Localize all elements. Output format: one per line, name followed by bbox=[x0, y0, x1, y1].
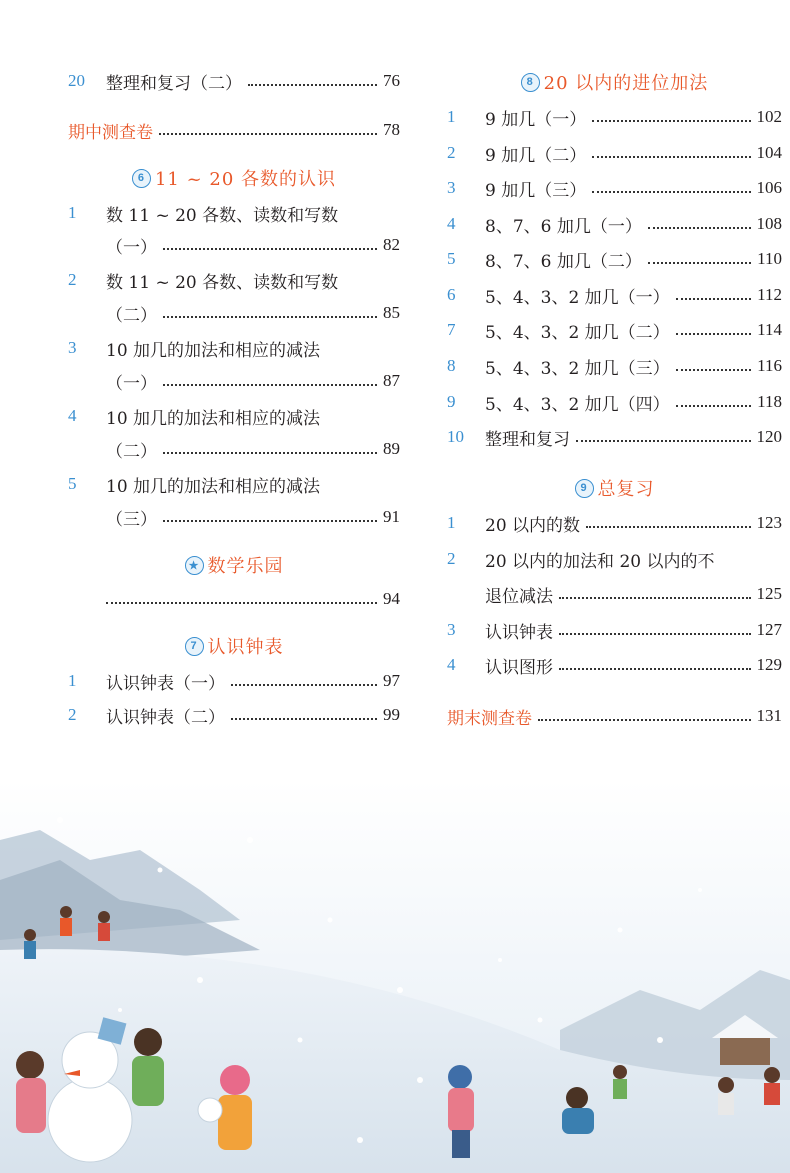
entry-title: 认识钟表（一） bbox=[106, 673, 225, 694]
entry-number: 3 bbox=[68, 338, 77, 357]
leader-dots bbox=[248, 84, 377, 86]
entry-page: 118 bbox=[757, 392, 782, 411]
leader-dots bbox=[163, 452, 377, 454]
section-heading-6 bbox=[68, 164, 400, 192]
leader-dots bbox=[676, 405, 751, 407]
toc-entry-continued[interactable] bbox=[68, 232, 400, 258]
toc-entry-continued[interactable] bbox=[68, 300, 400, 326]
toc-entry[interactable] bbox=[447, 140, 782, 166]
toc-entry[interactable] bbox=[447, 175, 782, 201]
entry-number: 8 bbox=[447, 356, 456, 375]
entry-title-cont: （二） bbox=[106, 305, 157, 326]
snowman-body bbox=[48, 1078, 132, 1162]
entry-page: 110 bbox=[757, 249, 782, 268]
toc-entry[interactable] bbox=[447, 510, 782, 536]
entry-page: 129 bbox=[756, 655, 782, 674]
unit-badge-icon: 6 bbox=[132, 169, 151, 188]
section-title: 数学乐园 bbox=[207, 556, 284, 577]
entry-title: 10 加几的加法和相应的减法 bbox=[106, 340, 321, 361]
toc-entry[interactable] bbox=[447, 317, 782, 343]
leader-dots bbox=[159, 133, 377, 135]
entry-title-cont: （三） bbox=[106, 509, 157, 530]
toc-entry[interactable] bbox=[68, 668, 400, 694]
entry-page: 131 bbox=[756, 706, 782, 725]
entry-number: 2 bbox=[447, 143, 456, 162]
entry-page: 94 bbox=[383, 589, 400, 608]
leader-dots bbox=[559, 633, 751, 635]
entry-title: 整理和复习 bbox=[485, 429, 570, 450]
entry-number: 5 bbox=[68, 474, 77, 493]
entry-page: 99 bbox=[383, 705, 400, 724]
entry-page: 76 bbox=[383, 71, 400, 90]
toc-entry[interactable] bbox=[447, 424, 782, 450]
entry-title: 10 加几的加法和相应的减法 bbox=[106, 408, 321, 429]
entry-title: 10 加几的加法和相应的减法 bbox=[106, 476, 321, 497]
leader-dots bbox=[163, 316, 377, 318]
toc-entry[interactable] bbox=[447, 353, 782, 379]
entry-number: 1 bbox=[447, 107, 456, 126]
entry-number: 7 bbox=[447, 320, 456, 339]
entry-page: 112 bbox=[757, 285, 782, 304]
entry-page: 89 bbox=[383, 439, 400, 458]
entry-number: 4 bbox=[447, 214, 456, 233]
leader-dots bbox=[231, 718, 377, 720]
toc-entry[interactable] bbox=[447, 652, 782, 678]
entry-page: 116 bbox=[757, 356, 782, 375]
entry-number: 4 bbox=[68, 406, 77, 425]
entry-number: 1 bbox=[447, 513, 456, 532]
entry-number: 20 bbox=[68, 71, 85, 90]
entry-page: 125 bbox=[756, 584, 782, 603]
unit-badge-icon: 9 bbox=[575, 479, 594, 498]
section-title: 11 ~ 20 各数的认识 bbox=[154, 169, 337, 190]
leader-dots bbox=[559, 597, 751, 599]
leader-dots bbox=[586, 526, 750, 528]
toc-entry[interactable] bbox=[68, 267, 400, 293]
toc-entry[interactable] bbox=[447, 617, 782, 643]
toc-entry[interactable] bbox=[447, 546, 782, 572]
leader-dots bbox=[592, 191, 750, 193]
entry-page: 91 bbox=[383, 507, 400, 526]
entry-page: 114 bbox=[757, 320, 782, 339]
leader-dots bbox=[648, 262, 751, 264]
entry-number: 9 bbox=[447, 392, 456, 411]
toc-entry[interactable] bbox=[447, 282, 782, 308]
leader-dots bbox=[676, 333, 751, 335]
child-green-coat bbox=[132, 1028, 164, 1106]
entry-title: 数 11 ~ 20 各数、读数和写数 bbox=[106, 205, 339, 226]
entry-title: 5、4、3、2 加几（四） bbox=[485, 394, 670, 415]
unit-badge-icon: 7 bbox=[185, 637, 204, 656]
leader-dots bbox=[231, 684, 377, 686]
toc-entry[interactable] bbox=[447, 104, 782, 130]
toc-entry[interactable] bbox=[68, 586, 400, 612]
toc-entry-continued[interactable] bbox=[447, 581, 782, 607]
toc-entry[interactable] bbox=[68, 335, 400, 361]
entry-page: 123 bbox=[756, 513, 782, 532]
entry-title: 整理和复习（二） bbox=[106, 73, 242, 94]
entry-title: 认识钟表（二） bbox=[106, 707, 225, 728]
entry-number: 2 bbox=[68, 270, 77, 289]
entry-page: 87 bbox=[383, 371, 400, 390]
leader-dots bbox=[648, 227, 751, 229]
entry-number: 3 bbox=[447, 178, 456, 197]
entry-title: 8、7、6 加几（一） bbox=[485, 216, 642, 237]
section-heading-7 bbox=[68, 632, 400, 660]
unit-badge-icon: 8 bbox=[521, 73, 540, 92]
entry-page: 106 bbox=[756, 178, 782, 197]
entry-title-cont: （一） bbox=[106, 373, 157, 394]
leader-dots bbox=[163, 384, 377, 386]
toc-entry-continued[interactable] bbox=[68, 368, 400, 394]
leader-dots bbox=[676, 369, 751, 371]
section-title: 20 以内的进位加法 bbox=[543, 73, 709, 94]
entry-number: 4 bbox=[447, 655, 456, 674]
leader-dots bbox=[106, 602, 377, 604]
entry-page: 104 bbox=[756, 143, 782, 162]
entry-title: 8、7、6 加几（二） bbox=[485, 251, 642, 272]
leader-dots bbox=[163, 248, 377, 250]
entry-title: 9 加几（三） bbox=[485, 180, 587, 201]
toc-entry-continued[interactable] bbox=[68, 504, 400, 530]
entry-number: 2 bbox=[68, 705, 77, 724]
entry-title: 数 11 ~ 20 各数、读数和写数 bbox=[106, 272, 339, 293]
entry-title: 5、4、3、2 加几（三） bbox=[485, 358, 670, 379]
child-red-coat bbox=[16, 1051, 46, 1133]
toc-entry-midterm[interactable] bbox=[68, 117, 400, 143]
entry-title-cont: （一） bbox=[106, 237, 157, 258]
entry-title: 20 以内的加法和 20 以内的不 bbox=[485, 551, 715, 572]
leader-dots bbox=[576, 440, 751, 442]
entry-number: 6 bbox=[447, 285, 456, 304]
toc-entry[interactable] bbox=[447, 246, 782, 272]
entry-title: 9 加几（一） bbox=[485, 109, 587, 130]
toc-entry-final[interactable] bbox=[447, 703, 782, 729]
leader-dots bbox=[163, 520, 377, 522]
section-heading-star bbox=[68, 551, 400, 579]
entry-page: 102 bbox=[756, 107, 782, 126]
entry-title-cont: （二） bbox=[106, 441, 157, 462]
entry-title: 20 以内的数 bbox=[485, 515, 581, 536]
entry-page: 120 bbox=[756, 427, 782, 446]
entry-page: 97 bbox=[383, 671, 400, 690]
entry-title: 认识钟表 bbox=[485, 622, 553, 643]
entry-title: 5、4、3、2 加几（二） bbox=[485, 322, 670, 343]
entry-page: 108 bbox=[756, 214, 782, 233]
entry-page: 85 bbox=[383, 303, 400, 322]
entry-number: 1 bbox=[68, 203, 77, 222]
entry-page: 82 bbox=[383, 235, 400, 254]
entry-number: 2 bbox=[447, 549, 456, 568]
section-heading-9 bbox=[447, 474, 782, 502]
entry-number: 5 bbox=[447, 249, 456, 268]
section-title: 总复习 bbox=[597, 479, 655, 500]
toc-entry[interactable] bbox=[68, 200, 400, 226]
leader-dots bbox=[592, 120, 750, 122]
toc-entry[interactable] bbox=[447, 211, 782, 237]
entry-title: 9 加几（二） bbox=[485, 145, 587, 166]
toc-entry[interactable] bbox=[68, 68, 400, 94]
section-heading-8 bbox=[447, 68, 782, 96]
toc-entry[interactable] bbox=[68, 403, 400, 429]
leader-dots bbox=[592, 156, 750, 158]
entry-title: 5、4、3、2 加几（一） bbox=[485, 287, 670, 308]
section-title: 认识钟表 bbox=[207, 637, 284, 658]
toc-entry[interactable] bbox=[68, 471, 400, 497]
star-badge-icon: ★ bbox=[185, 556, 204, 575]
entry-page: 78 bbox=[383, 120, 400, 139]
entry-title: 期中测查卷 bbox=[68, 122, 153, 143]
entry-number: 3 bbox=[447, 620, 456, 639]
entry-page: 127 bbox=[756, 620, 782, 639]
entry-number: 1 bbox=[68, 671, 77, 690]
entry-title: 认识图形 bbox=[485, 657, 553, 678]
entry-title-cont: 退位减法 bbox=[485, 586, 553, 607]
house-icon bbox=[720, 1035, 770, 1065]
entry-number: 10 bbox=[447, 427, 464, 446]
leader-dots bbox=[538, 719, 751, 721]
leader-dots bbox=[559, 668, 751, 670]
winter-scene-illustration bbox=[0, 780, 790, 1173]
toc-entry-continued[interactable] bbox=[68, 436, 400, 462]
toc-entry[interactable] bbox=[447, 389, 782, 415]
leader-dots bbox=[676, 298, 751, 300]
toc-entry[interactable] bbox=[68, 702, 400, 728]
entry-title: 期末测查卷 bbox=[447, 708, 532, 729]
